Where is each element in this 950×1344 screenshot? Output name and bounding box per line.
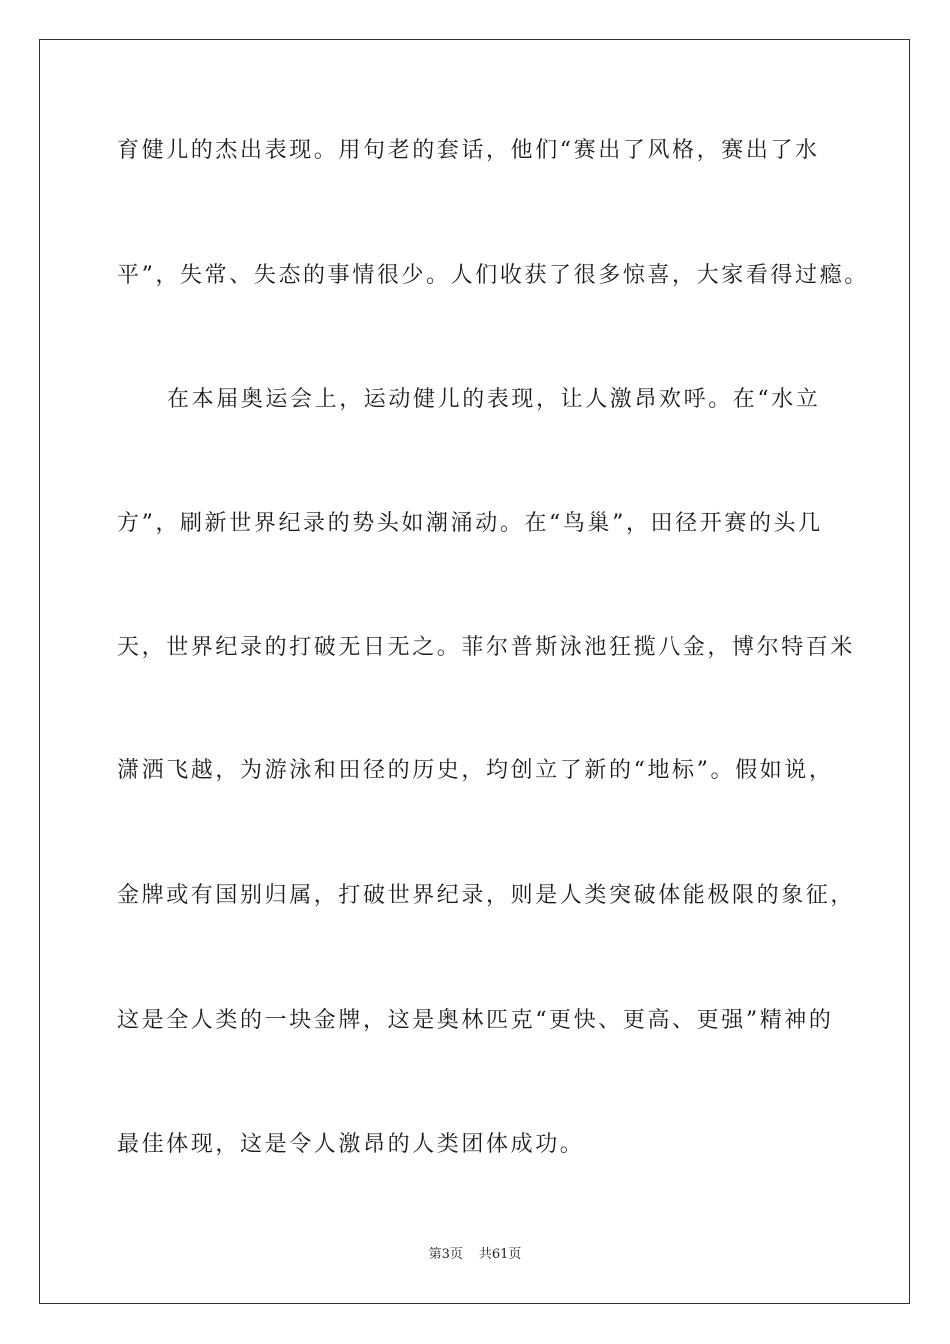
page-border: [39, 39, 910, 1304]
page-number: 第3页: [428, 1247, 463, 1262]
paragraph-first-line: 在本届奥运会上，运动健儿的表现，让人激昂欢呼。在“水立: [167, 387, 821, 412]
body-text-line: 这是全人类的一块金牌，这是奥林匹克“更快、更高、更强”精神的: [117, 1008, 834, 1033]
page-footer: [0, 1246, 950, 1264]
body-text-line: 育健儿的杰出表现。用句老的套话，他们“赛出了风格，赛出了水: [117, 138, 820, 163]
body-text-line: 金牌或有国别归属，打破世界纪录，则是人类突破体能极限的象征，: [117, 883, 856, 908]
page-total: 共61页: [478, 1247, 522, 1262]
body-text-line: 最佳体现，这是令人激昂的人类团体成功。: [117, 1132, 585, 1157]
body-text-line: 方”，刷新世界纪录的势头如潮涌动。在“鸟巢”，田径开赛的头几: [117, 511, 823, 536]
body-text-line: 平”，失常、失态的事情很少。人们收获了很多惊喜，大家看得过瘾。: [117, 263, 869, 288]
body-text-line: 潇洒飞越，为游泳和田径的历史，均创立了新的“地标”。假如说，: [117, 758, 834, 783]
body-text-line: 天，世界纪录的打破无日无之。菲尔普斯泳池狂揽八金，博尔特百米: [117, 635, 856, 660]
